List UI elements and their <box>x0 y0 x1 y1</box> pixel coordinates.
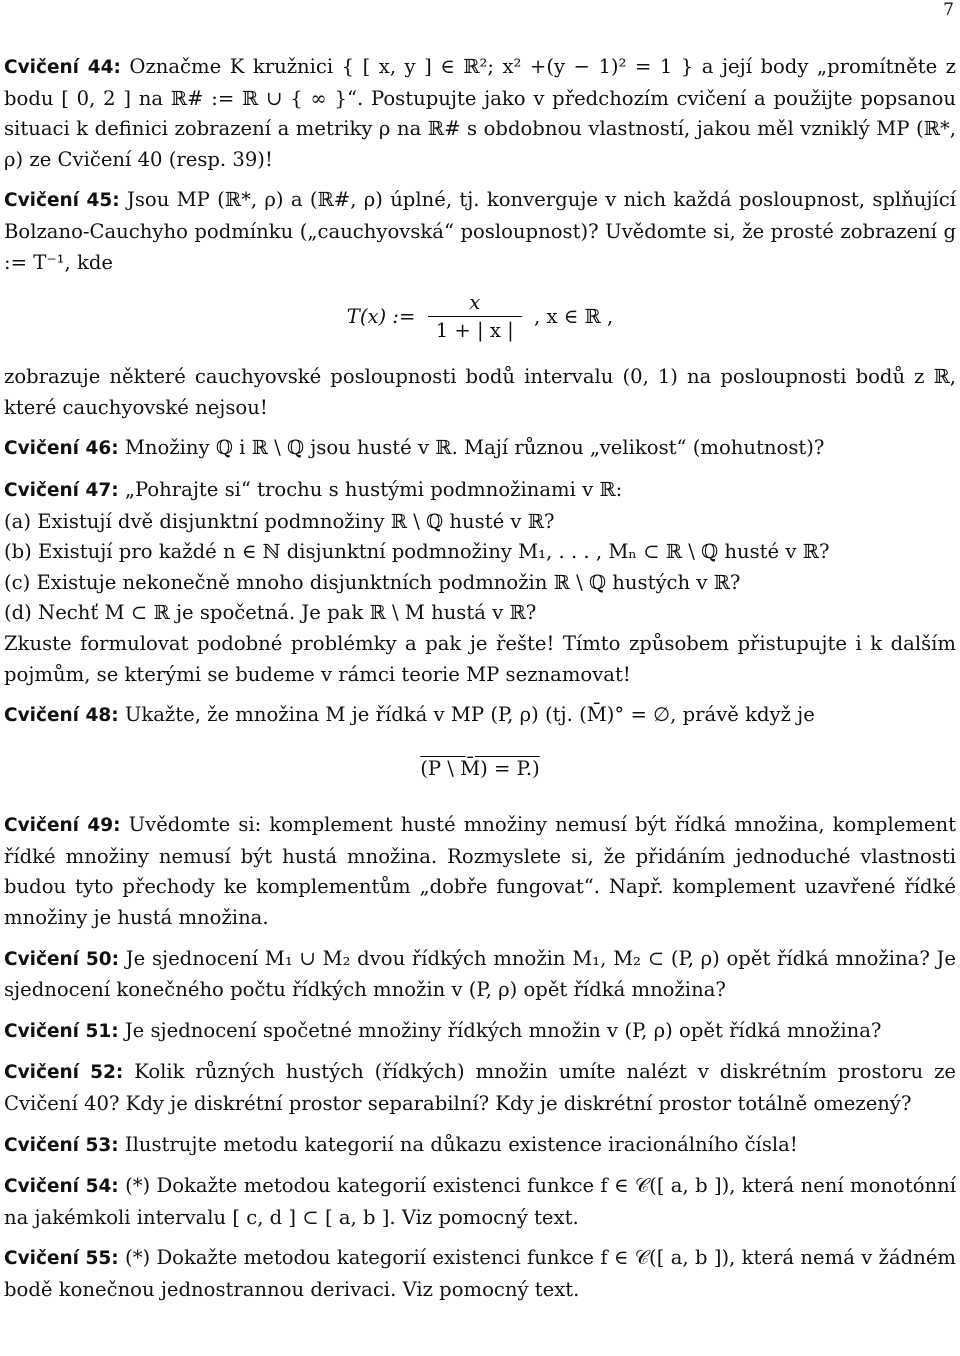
exercise-51-label: Cvičení 51: <box>4 1020 119 1042</box>
exercise-47-item-b: (b) Existují pro každé n ∈ ℕ disjunktní podmnožiny M₁, . . . , Mₙ ⊂ ℝ \ ℚ husté v ℝ? <box>4 540 830 564</box>
exercise-54-text: (*) Dokažte metodou kategorií existenci funkce f ∈ 𝒞([ a, b ]), která není monotónní na jakémkoli intervalu [ c, d ] ⊂ [ a, b ]. Viz pomocný text. <box>4 1174 956 1229</box>
exercise-47-label: Cvičení 47: <box>4 479 119 501</box>
exercise-45-continued <box>4 362 956 423</box>
exercise-47-item-a: (a) Existují dvě disjunktní podmnožiny ℝ \ ℚ husté v ℝ? <box>4 509 555 533</box>
formula-T-left: T(x) := <box>346 305 416 329</box>
exercise-47-intro-line <box>4 475 956 507</box>
exercise-54 <box>4 1171 956 1233</box>
exercise-52 <box>4 1057 956 1119</box>
exercise-47-item-d: (d) Nechť M ⊂ ℝ je spočetná. Je pak ℝ \ M hustá v ℝ? <box>4 601 537 625</box>
exercise-51-text: Je sjednocení spočetné množiny řídkých množin v (P, ρ) opět řídká množina? <box>124 1018 882 1042</box>
exercise-53-text: Ilustrujte metodu kategorií na důkazu existence iracionálního čísla! <box>124 1132 798 1156</box>
content <box>4 52 956 1316</box>
exercise-49-label: Cvičení 49: <box>4 815 121 837</box>
exercise-48-label: Cvičení 48: <box>4 705 119 727</box>
formula-T-right: , x ∈ ℝ , <box>533 305 614 329</box>
exercise-55 <box>4 1243 956 1305</box>
exercise-47-intro: „Pohrajte si“ trochu s hustými podmnožinami v ℝ: <box>124 477 623 501</box>
exercise-46 <box>4 433 956 465</box>
exercise-45-text: Jsou MP (ℝ*, ρ) a (ℝ#, ρ) úplné, tj. konverguje v nich každá posloupnost, splňující Bolzano-Cauchyho podmínku („cauchyovská“ posloupnost)? Uvědomte si, že prosté zobrazení g := T⁻¹, kde <box>4 188 957 274</box>
formula-T-denominator: 1 + | x | <box>428 316 522 345</box>
formula-T-fraction <box>428 290 522 345</box>
exercise-45-label: Cvičení 45: <box>4 190 120 212</box>
exercise-46-text: Množiny ℚ i ℝ \ ℚ jsou husté v ℝ. Mají různou „velikost“ (mohutnost)? <box>124 436 825 460</box>
exercise-47-outro: Zkuste formulovat podobné problémky a pak je řešte! Tímto způsobem přistupujte i k dalším pojmům, se kterými se budeme v rámci teorie MP seznamovat! <box>4 631 956 686</box>
exercise-44-label: Cvičení 44: <box>4 57 121 78</box>
exercise-55-text: (*) Dokažte metodou kategorií existenci funkce f ∈ 𝒞([ a, b ]), která nemá v žádném bodě konečnou jednostrannou derivaci. Viz pomocný text. <box>4 1246 956 1301</box>
exercise-45-text-2: zobrazuje některé cauchyovské posloupnosti bodů intervalu (0, 1) na posloupnosti bodů z ℝ, které cauchyovské nejsou! <box>4 365 956 419</box>
exercise-45 <box>4 185 956 278</box>
formula-48-expression: (P \ M̄) = P.) <box>420 756 540 780</box>
exercise-53-label: Cvičení 53: <box>4 1134 119 1156</box>
exercise-50 <box>4 944 956 1006</box>
exercise-55-label: Cvičení 55: <box>4 1248 119 1270</box>
exercise-50-text: Je sjednocení M₁ ∪ M₂ dvou řídkých množin M₁, M₂ ⊂ (P, ρ) opět řídká množina? Je sjednocení konečného počtu řídkých množin v (P, ρ) opět řídká množina? <box>4 946 957 1002</box>
formula-T <box>4 290 956 348</box>
exercise-53 <box>4 1130 956 1162</box>
exercise-51 <box>4 1016 956 1048</box>
page-number: 7 <box>943 0 954 20</box>
exercise-52-text: Kolik různých hustých (řídkých) množin umíte nalézt v diskrétním prostoru ze Cvičení 40? Kdy je diskrétní prostor separabilní? Kdy je diskrétní prostor totálně omezený? <box>4 1060 956 1116</box>
exercise-52-label: Cvičení 52: <box>4 1062 124 1084</box>
exercise-44 <box>4 52 956 175</box>
formula-48 <box>4 754 956 785</box>
exercise-48-text: Ukažte, že množina M je řídká v MP (P, ρ) (tj. (M̄)° = ∅, právě když je <box>124 703 815 727</box>
exercise-48 <box>4 700 956 732</box>
exercise-47-item-c: (c) Existuje nekonečně mnoho disjunktních podmnožin ℝ \ ℚ hustých v ℝ? <box>4 570 741 594</box>
exercise-46-label: Cvičení 46: <box>4 438 119 460</box>
exercise-50-label: Cvičení 50: <box>4 948 120 970</box>
exercise-54-label: Cvičení 54: <box>4 1176 119 1198</box>
exercise-49-text: Uvědomte si: komplement husté množiny nemusí být řídká množina, komplement řídké množiny nemusí být hustá množina. Rozmyslete si, že přidáním jednoduché vlastnosti budou tyto přechody ke komplementům „dobře fungovat“. Např. komplement uzavřené řídké množiny je hustá množina. <box>4 813 956 930</box>
exercise-47 <box>4 475 956 690</box>
formula-T-numerator: x <box>469 291 481 315</box>
exercise-44-text: Označme K kružnici { [ x, y ] ∈ ℝ²; x² +(y − 1)² = 1 } a její body „promítněte z bodu [ 0, 2 ] na ℝ# := ℝ ∪ { ∞ }“. Postupujte jako v předchozím cvičení a použijte popsanou situaci k definici zobrazení a metriky ρ na ℝ# s obdobnou vlastností, jakou měl vzniklý MP (ℝ*, ρ) ze Cvičení 40 (resp. 39)! <box>4 55 957 171</box>
exercise-49 <box>4 810 956 933</box>
